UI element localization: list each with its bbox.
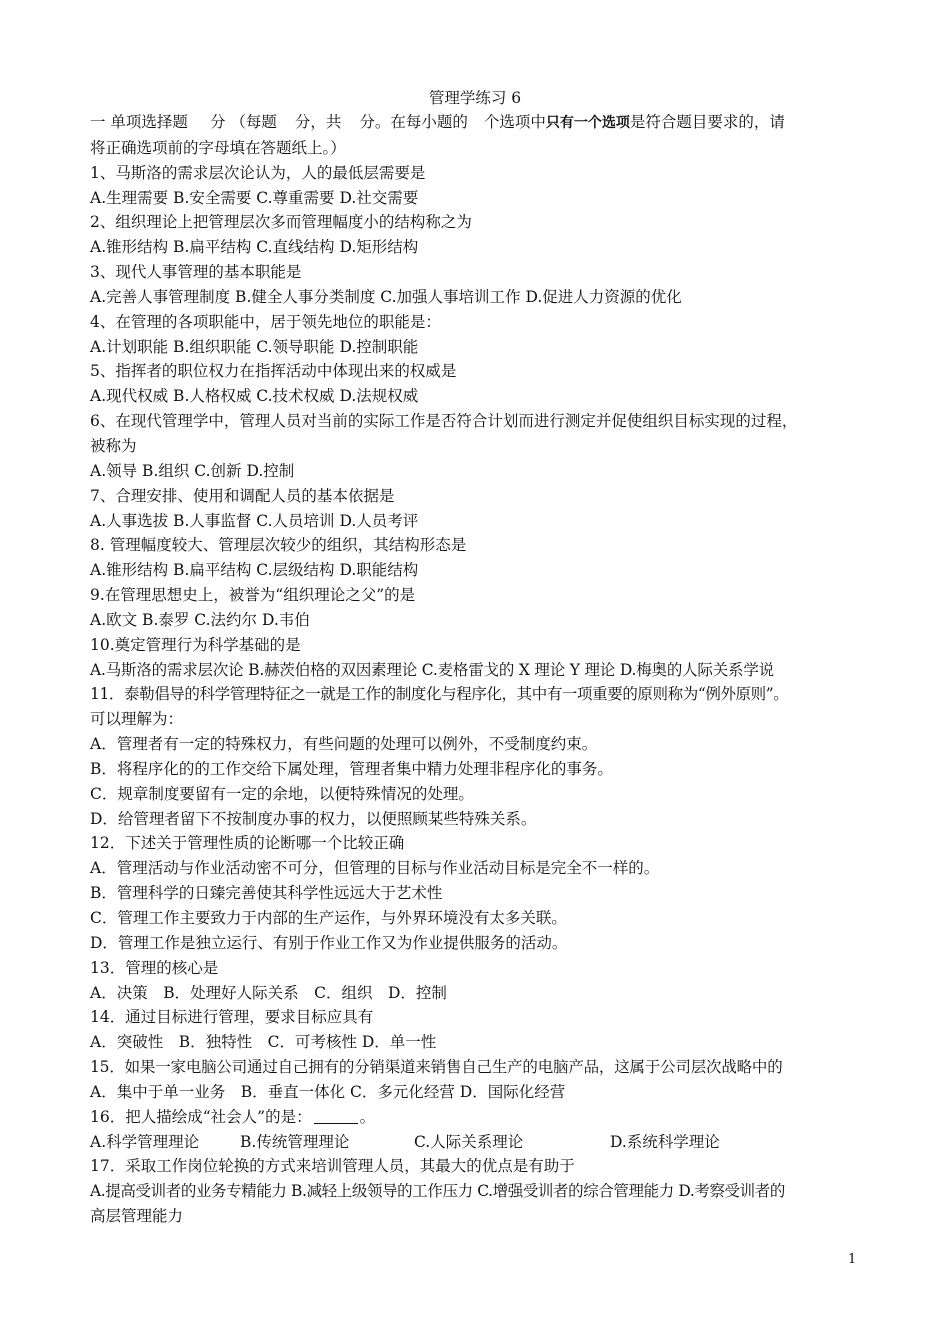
text-line: A.领导 B.组织 C.创新 D.控制 bbox=[90, 461, 295, 480]
option-a: A.科学管理理论 bbox=[90, 1132, 200, 1151]
instructions-line-1 bbox=[90, 110, 866, 136]
text-line: 被称为 bbox=[90, 436, 137, 455]
question-17-options-line-1: A.提高受训者的业务专精能力 B.减轻上级领导的工作压力 C.增强受训者的综合管理能力 D.考察受训者的 bbox=[90, 1182, 785, 1201]
text-line: A.完善人事管理制度 B.健全人事分类制度 C.加强人事培训工作 D.促进人力资源的优化 bbox=[90, 287, 682, 306]
text-line: 8. 管理幅度较大、管理层次较少的组织，其结构形态是 bbox=[90, 536, 467, 555]
question-16 bbox=[90, 1105, 866, 1130]
text-line: 15．如果一家电脑公司通过自己拥有的分销渠道来销售自己生产的电脑产品，这属于公司层次战略中的 bbox=[90, 1058, 783, 1077]
instructions-part-1: 一 单项选择题 bbox=[90, 113, 188, 131]
question-17-options-line-2: 高层管理能力 bbox=[90, 1207, 184, 1226]
instructions-part-3: 分，共 bbox=[294, 113, 342, 131]
text-line: 9.在管理思想史上，被誉为“组织理论之父”的是 bbox=[90, 586, 416, 605]
text-line: A．决策 B．处理好人际关系 C．组织 D．控制 bbox=[90, 983, 447, 1002]
text-line: A．集中于单一业务 B．垂直一体化 C．多元化经营 D．国际化经营 bbox=[90, 1082, 566, 1101]
text-line: D．给管理者留下不按制度办事的权力，以便照顾某些特殊关系。 bbox=[90, 809, 537, 828]
text-line: A.生理需要 B.安全需要 C.尊重需要 D.社交需要 bbox=[90, 188, 419, 207]
instructions-part-2: 分 （每题 bbox=[209, 113, 277, 131]
text-line: 2、组织理论上把管理层次多而管理幅度小的结构称之为 bbox=[90, 213, 472, 232]
text-line: D．管理工作是独立运行、有别于作业工作又为作业提供服务的活动。 bbox=[90, 933, 568, 952]
instructions-part-6: 是符合题目要求的，请 bbox=[629, 113, 785, 131]
text-line: 7、合理安排、使用和调配人员的基本依据是 bbox=[90, 486, 395, 505]
text-line: C．管理工作主要致力于内部的生产运作，与外界环境没有太多关联。 bbox=[90, 909, 567, 927]
option-b: B.传统管理理论 bbox=[240, 1132, 350, 1151]
document-body bbox=[90, 110, 866, 1229]
text-line: 5、指挥者的职位权力在指挥活动中体现出来的权威是 bbox=[90, 362, 457, 381]
text-line: A.锥形结构 B.扁平结构 C.直线结构 D.矩形结构 bbox=[90, 238, 419, 257]
text-line: 可以理解为： bbox=[90, 710, 184, 729]
text-line: 11．泰勒倡导的科学管理特征之一就是工作的制度化与程序化，其中有一项重要的原则称为“例外原则”。 bbox=[90, 685, 789, 704]
option-c: C.人际关系理论 bbox=[414, 1132, 524, 1151]
question-16-end: 。 bbox=[359, 1107, 376, 1126]
text-line: 10.奠定管理行为科学基础的是 bbox=[90, 635, 301, 654]
text-line: 14．通过目标进行管理，要求目标应具有 bbox=[90, 1008, 374, 1027]
page-title: 管理学练习 6 bbox=[428, 89, 522, 107]
instructions-line-2: 将正确选项前的字母填在答题纸上。） bbox=[90, 138, 346, 157]
instructions-part-5: 个选项中 bbox=[483, 113, 546, 131]
text-line: 6、在现代管理学中，管理人员对当前的实际工作是否符合计划而进行测定并促使组织目标实现的过程， bbox=[90, 412, 798, 431]
text-line: B．管理科学的日臻完善使其科学性远远大于艺术性 bbox=[90, 884, 443, 903]
option-d: D.系统科学理论 bbox=[610, 1132, 720, 1151]
page-number: 1 bbox=[848, 1252, 857, 1267]
instructions-part-4: 分。在每小题的 bbox=[359, 113, 468, 131]
text-line: A．管理者有一定的特殊权力，有些问题的处理可以例外，不受制度约束。 bbox=[90, 735, 598, 754]
text-line: 13．管理的核心是 bbox=[90, 958, 219, 977]
text-line: 3、现代人事管理的基本职能是 bbox=[90, 263, 302, 282]
text-line: 4、在管理的各项职能中，居于领先地位的职能是： bbox=[90, 312, 441, 331]
text-line: A.马斯洛的需求层次论 B.赫茨伯格的双因素理论 C.麦格雷戈的 X 理论 Y 理论 D.梅奥的人际关系学说 bbox=[90, 660, 774, 679]
question-16-options bbox=[90, 1130, 866, 1155]
text-line: 12．下述关于管理性质的论断哪一个比较正确 bbox=[90, 834, 405, 853]
text-line: A．突破性 B．独特性 C．可考核性 D．单一性 bbox=[90, 1033, 437, 1052]
text-line: A.现代权威 B.人格权威 C.技术权威 D.法规权威 bbox=[90, 387, 419, 406]
text-line: A.欧文 B.泰罗 C.法约尔 D.韦伯 bbox=[90, 610, 310, 629]
text-line: 1、马斯洛的需求层次论认为，人的最低层需要是 bbox=[90, 163, 426, 182]
question-17: 17．采取工作岗位轮换的方式来培训管理人员，其最大的优点是有助于 bbox=[90, 1157, 575, 1176]
answer-blank bbox=[314, 1107, 358, 1124]
question-16-text: 16．把人描绘成“社会人”的是： bbox=[90, 1107, 312, 1126]
text-line: A.计划职能 B.组织职能 C.领导职能 D.控制职能 bbox=[90, 337, 419, 356]
text-line: A.人事选拔 B.人事监督 C.人员培训 D.人员考评 bbox=[90, 511, 419, 530]
text-line: A.锥形结构 B.扁平结构 C.层级结构 D.职能结构 bbox=[90, 561, 419, 580]
text-line: B．将程序化的的工作交给下属处理，管理者集中精力处理非程序化的事务。 bbox=[90, 759, 613, 778]
text-line: A．管理活动与作业活动密不可分，但管理的目标与作业活动目标是完全不一样的。 bbox=[90, 859, 660, 878]
text-line: C．规章制度要留有一定的余地，以便特殊情况的处理。 bbox=[90, 784, 474, 803]
instructions-emphasis: 只有一个选项 bbox=[545, 115, 630, 131]
